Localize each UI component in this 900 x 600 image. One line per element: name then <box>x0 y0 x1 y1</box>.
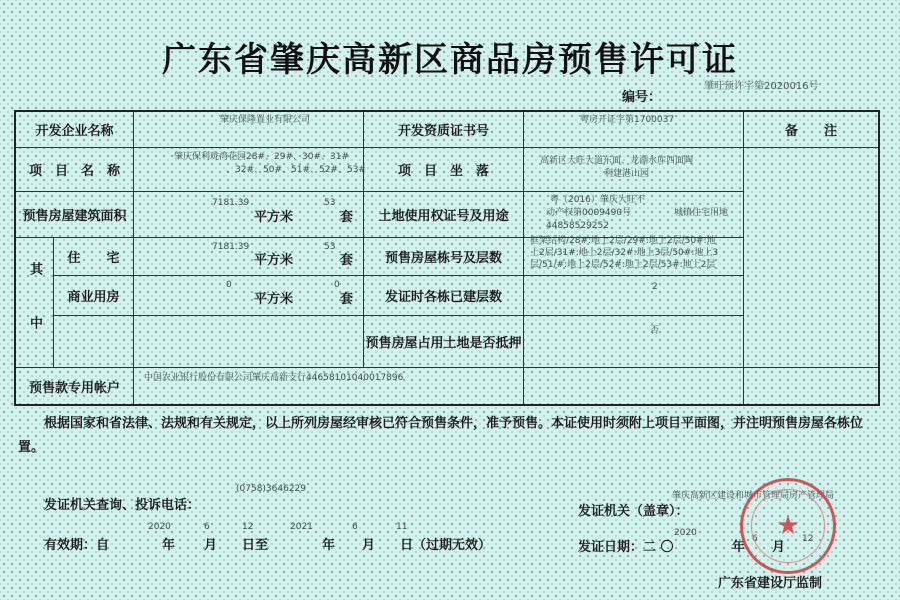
seal-inner-ring <box>751 489 825 563</box>
commercial-label: 商业用房 <box>54 276 134 316</box>
land-value-line2: 动产权第0009490号 <box>546 208 632 218</box>
official-seal <box>740 478 836 574</box>
issue-year: 2020 <box>674 528 697 538</box>
account-value-cell <box>134 368 524 404</box>
account-extra-cell <box>524 368 744 404</box>
mortgage-value: 否 <box>650 326 660 336</box>
buildings-value-cell <box>524 238 744 276</box>
commercial-sets: 0 <box>334 280 340 290</box>
issue-day: 12 <box>802 534 814 544</box>
mortgage-label: 预售房屋占用土地是否抵押 <box>364 316 524 368</box>
account-remarks-cell <box>744 368 878 404</box>
issue-year-char: 年 <box>732 540 746 555</box>
cert-value-cell <box>524 112 744 148</box>
location-value-line2: 利建港山园 <box>604 169 650 179</box>
commercial-sqm-unit: 平方米 <box>254 292 294 307</box>
area-sets: 53 <box>324 198 336 208</box>
built-floors-value-cell <box>524 276 744 316</box>
approval-paragraph: 根据国家和省法律、法规和有关规定，以上所列房屋经审核已符合预售条件，准予预售。本证使用时须附上项目平面图，并注明预售房屋各栋位置。 <box>18 416 864 455</box>
certificate-title: 广东省肇庆高新区商品房预售许可证 <box>162 40 738 80</box>
validity-day-end-char: 日（过期无效） <box>400 538 492 553</box>
residential-sets: 53 <box>324 242 336 252</box>
area-value-cell <box>134 192 364 238</box>
buildings-value-line2: 上2层/31#:地上2层/32#:地上3层/50#:地上3 <box>530 248 719 258</box>
issue-month-char: 月 <box>772 540 786 555</box>
developer-value-cell <box>134 112 364 148</box>
location-value-cell <box>524 148 744 192</box>
validity-label: 有效期：自 <box>44 538 110 553</box>
commercial-value-cell <box>134 276 364 316</box>
residential-label: 住 宅 <box>54 238 134 276</box>
residential-value-cell <box>134 238 364 276</box>
inquiry-label: 发证机关查询、投诉电话： <box>44 498 201 513</box>
project-label: 项 目 名 称 <box>16 148 134 192</box>
land-value-cell <box>524 192 744 238</box>
residential-sqm-unit: 平方米 <box>254 253 294 268</box>
land-value-line1: 粤（2016）肇庆大旺不 <box>550 195 645 205</box>
of-which-text: 其 中 <box>27 262 42 343</box>
commercial-area: 0 <box>226 280 232 290</box>
blank-value-cell <box>134 316 364 368</box>
residential-area: 7181.39 <box>212 242 250 252</box>
area-label: 预售房屋建筑面积 <box>16 192 134 238</box>
commercial-set-unit: 套 <box>340 292 354 307</box>
issue-date-label: 发证日期：二 〇 <box>578 540 674 555</box>
location-value-line1: 高新区大旺大道东面、龙湖水库西面陶 <box>540 156 694 166</box>
built-floors-value: 2 <box>652 282 658 292</box>
of-which-label <box>16 238 54 368</box>
issue-month: 6 <box>752 534 758 544</box>
serial-number-label: 编号： <box>622 90 662 105</box>
validity-day-to-char: 日至 <box>242 538 269 553</box>
developer-value: 肇庆保隆置业有限公司 <box>220 115 311 125</box>
account-label: 预售款专用帐户 <box>16 368 134 404</box>
validity-from-year: 2020 <box>148 522 171 532</box>
issuer-value: 肇庆高新区建设和城市管理局房产管理局 <box>672 491 835 501</box>
validity-to-day: 11 <box>396 522 408 532</box>
project-value-line1: 肇庆保利珑湾花园28#、29#、30#、31# <box>174 152 349 162</box>
developer-label: 开发企业名称 <box>16 112 134 148</box>
land-use: 城镇住宅用地 <box>674 208 729 218</box>
project-value-cell <box>134 148 364 192</box>
cert-value: 粤房开证字第1700037 <box>580 115 675 125</box>
supervisor-label: 广东省建设厅监制 <box>718 576 823 591</box>
built-floors-label: 发证时各栋已建层数 <box>364 276 524 316</box>
validity-month-char-2: 月 <box>362 538 376 553</box>
validity-from-day: 12 <box>242 522 254 532</box>
location-label: 项 目 坐 落 <box>364 148 524 192</box>
land-label: 土地使用权证号及用途 <box>364 192 524 238</box>
remarks-value-cell <box>744 148 878 368</box>
cert-label: 开发资质证书号 <box>364 112 524 148</box>
project-value-line2: 、32#、50#、51#、52#、53# <box>226 165 366 175</box>
blank-sub-cell <box>54 316 134 368</box>
validity-year-char-2: 年 <box>322 538 336 553</box>
area-set-unit: 套 <box>340 210 354 225</box>
residential-set-unit: 套 <box>340 253 354 268</box>
land-value-line3: 44858529252 <box>546 221 609 231</box>
validity-to-month: 6 <box>352 522 358 532</box>
account-value: 中国农业银行股份有限公司肇庆高新支行44658101040017896 <box>144 373 404 383</box>
validity-to-year: 2021 <box>290 522 313 532</box>
star-icon: ★ <box>776 511 800 541</box>
buildings-value-line3: 层/51/#:地上2层/52#:地上2层/53#:地上2层 <box>530 260 716 270</box>
buildings-label: 预售房屋栋号及层数 <box>364 238 524 276</box>
validity-year-char-1: 年 <box>162 538 176 553</box>
inquiry-phone: (0758)3646229 <box>236 484 307 494</box>
permit-table <box>14 110 880 406</box>
area-sqm-unit: 平方米 <box>254 210 294 225</box>
area-value: 7181.39 <box>212 198 250 208</box>
remarks-label: 备 注 <box>744 112 878 148</box>
issuer-label: 发证机关（盖章）： <box>578 504 689 519</box>
buildings-value-line1: 框架结构/28#:地上2层/29#:地上2层/50#:地 <box>530 236 716 246</box>
serial-number-value: 肇旺预许字第2020016号 <box>704 81 819 92</box>
validity-from-month: 6 <box>204 522 210 532</box>
mortgage-value-cell <box>524 316 744 368</box>
validity-month-char-1: 月 <box>204 538 218 553</box>
